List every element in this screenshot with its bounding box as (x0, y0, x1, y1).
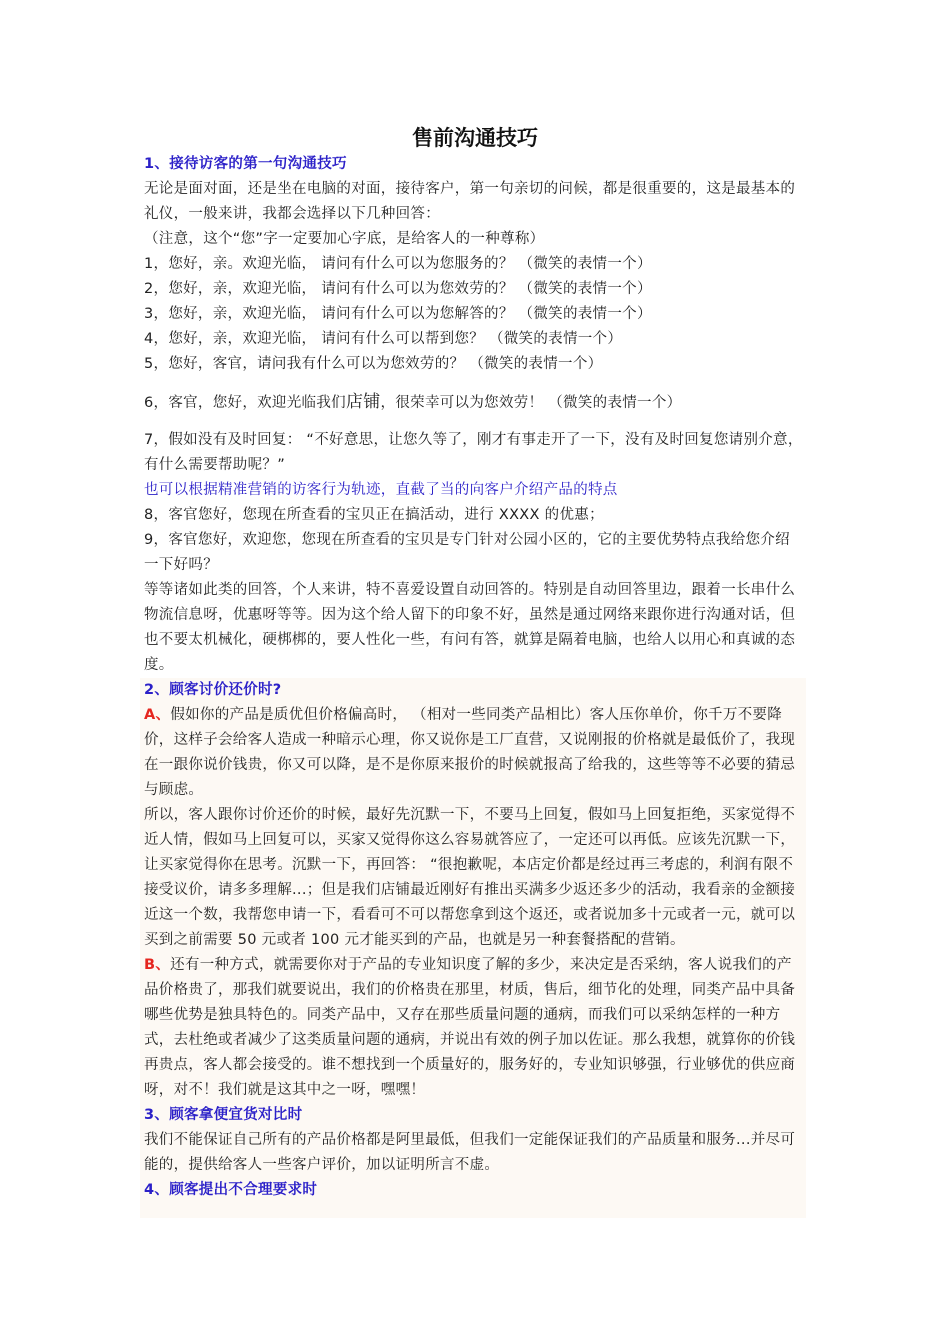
section-3-text: 我们不能保证自己所有的产品价格都是阿里最低，但我们一定能保证我们的产品质量和服务...并尽可能的，提供给客人一些客户评价，加以证明所言不虚。 (144, 1132, 796, 1173)
section-1-note: （注意，这个“您”字一定要加心字底，是给客人的一种尊称） (144, 231, 545, 247)
greeting-8: 8，客官您好，您现在所查看的宝贝正在搞活动，进行 XXXX 的优惠； (144, 507, 604, 523)
greeting-6 (144, 387, 804, 418)
section-2-point-b (144, 953, 804, 1103)
point-a-text: 假如你的产品是质优但价格偏高时， （相对一些同类产品相比）客人压你单价，你千万不要降价，这样子会给客人造成一种暗示心理，你又说你是工厂直营，又说刚报的价格就是最低价了，我现在一跟你说价钱贵，你又可以降，是不是你原来报价的时候就报高了给我的，这些等等不必要的猜忌与顾虑。 (144, 707, 796, 798)
section-2-heading: 2、顾客讨价还价时? (144, 682, 282, 698)
greeting-6-part-1: 6，客官，您好，欢迎光临我们 (144, 395, 346, 411)
section-4-heading: 4、顾客提出不合理要求时 (144, 1182, 318, 1198)
greeting-2: 2，您好，亲，欢迎光临， 请问有什么可以为您效劳的？ （微笑的表情一个） (144, 281, 652, 297)
section-1-intro: 无论是面对面，还是坐在电脑的对面，接待客户，第一句亲切的问候，都是很重要的，这是最基本的礼仪，一般来讲，我都会选择以下几种回答： (144, 181, 796, 222)
document-body (144, 152, 804, 1203)
document-title: 售前沟通技巧 (412, 125, 538, 150)
greeting-7: 7，假如没有及时回复： “不好意思，让您久等了，刚才有事走开了一下，没有及时回复您请别介意，有什么需要帮助呢？” (144, 432, 803, 473)
point-b-text: 还有一种方式，就需要你对于产品的专业知识度了解的多少，来决定是否采纳，客人说我们的产品价格贵了，那我们就要说出，我们的价格贵在那里，材质，售后，细节化的处理，同类产品中具备哪些优势是独具特色的。同类产品中，又存在那些质量问题的通病，而我们可以采纳怎样的一种方式，去杜绝或者减少了这类质量问题的通病，并说出有效的例子加以佐证。那么我想，就算你的价钱再贵点，客人都会接受的。谁不想找到一个质量好的，服务好的，专业知识够强，行业够优的供应商呀，对不！我们就是这其中之一呀，嘿嘿！ (144, 957, 796, 1098)
section-2-point-a-continued: 所以，客人跟你讨价还价的时候，最好先沉默一下，不要马上回复，假如马上回复拒绝，买家觉得不近人情，假如马上回复可以，买家又觉得你这么容易就答应了，一定还可以再低。应该先沉默一下，让买家觉得你在思考。沉默一下，再回答： “很抱歉呢，本店定价都是经过再三考虑的，利润有限不接受议价，请多多理解...；但是我们店铺最近刚好有推出买满多少返还多少的活动，我看亲的金额接近这一个数，我帮您申请一下，看看可不可以帮您拿到这个返还，或者说加多十元或者一元，就可以买到之前需要 50 元或者 100 元才能买到的产品，也就是另一种套餐搭配的营销。 (144, 807, 796, 948)
section-3-heading: 3、顾客拿便宜货对比时 (144, 1107, 303, 1123)
marketing-tip: 也可以根据精准营销的访客行为轨迹，直截了当的向客户介绍产品的特点 (144, 482, 618, 498)
greeting-6-part-2: ，很荣幸可以为您效劳！ （微笑的表情一个） (380, 395, 682, 411)
point-b-label: B、 (144, 957, 171, 973)
greeting-3: 3，您好，亲，欢迎光临， 请问有什么可以为您解答的？ （微笑的表情一个） (144, 306, 652, 322)
section-1-heading: 1、接待访客的第一句沟通技巧 (144, 156, 347, 172)
greeting-1: 1，您好，亲。欢迎光临， 请问有什么可以为您服务的？ （微笑的表情一个） (144, 256, 652, 272)
section-1-summary: 等等诸如此类的回答，个人来讲，特不喜爱设置自动回答的。特别是自动回答里边，跟着一长串什么物流信息呀，优惠呀等等。因为这个给人留下的印象不好，虽然是通过网络来跟你进行沟通对话，但也不要太机械化，硬梆梆的，要人性化一些，有问有答，就算是隔着电脑，也给人以用心和真诚的态度。 (144, 582, 796, 673)
greeting-6-shop-word: 店铺 (345, 392, 381, 412)
section-2-point-a (144, 703, 804, 803)
point-a-label: A、 (144, 707, 171, 723)
greeting-9: 9，客官您好，欢迎您，您现在所查看的宝贝是专门针对公园小区的，它的主要优势特点我给您介绍一下好吗？ (144, 532, 790, 573)
greeting-5: 5，您好，客官，请问我有什么可以为您效劳的？ （微笑的表情一个） (144, 356, 603, 372)
greeting-4: 4，您好，亲，欢迎光临， 请问有什么可以帮到您？ （微笑的表情一个） (144, 331, 623, 347)
